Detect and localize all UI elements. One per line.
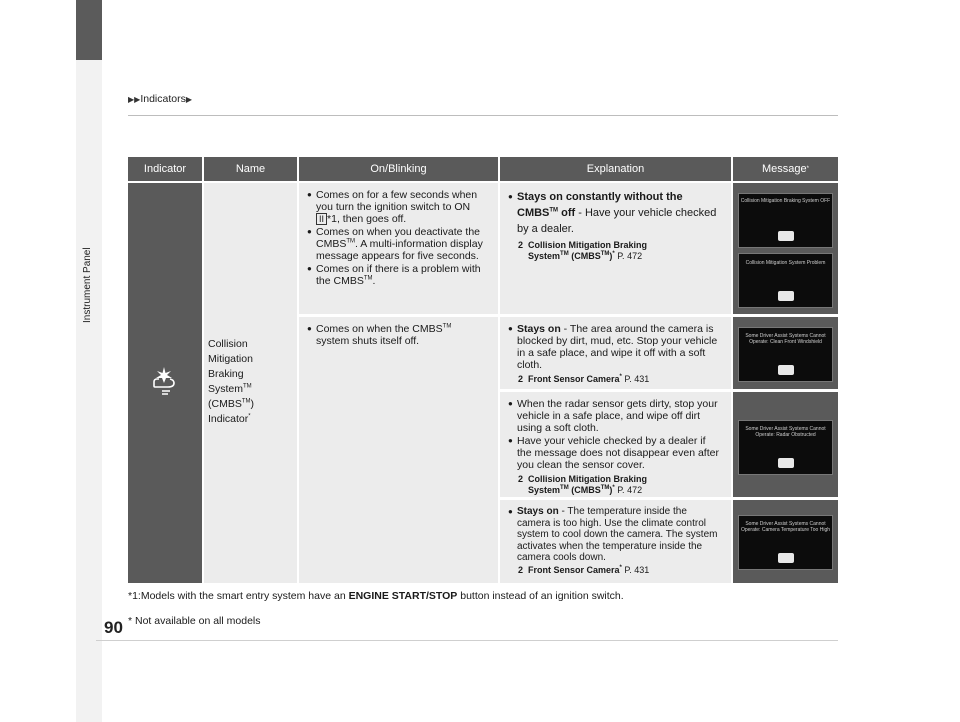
cmbs-warning-icon (150, 365, 178, 397)
side-tab (76, 0, 102, 722)
cross-reference[interactable]: 2 Collision Mitigation Braking System™ (CMBS™)* P. 472 (518, 474, 647, 495)
side-tab-dark (76, 0, 102, 60)
side-label: Instrument Panel (82, 247, 93, 323)
chevron-right-icon: ▶ (185, 95, 192, 104)
list-item: ● When the radar sensor gets dirty, stop your vehicle in a safe place, and wipe off dirt using a soft cloth. (508, 398, 723, 434)
message-cell-3 (733, 392, 838, 497)
explanation-cell-1 (500, 183, 731, 314)
chevron-right-icon: ▶▶ (128, 95, 141, 104)
list-item: ● Comes on when you deactivate the CMBS™. A multi-information display message appears for five seconds. (307, 226, 490, 262)
list-item: ● Comes on for a few seconds when you turn the ignition switch to ON II *1, then goes off. (307, 189, 490, 225)
list-item: ● Comes on if there is a problem with the CMBS™. (307, 263, 490, 287)
radar-icon (778, 458, 794, 468)
message-screen: Collision Mitigation System Problem (738, 253, 833, 308)
cross-reference[interactable]: 2 Front Sensor Camera* P. 431 (518, 564, 650, 575)
page-number: 90 (104, 618, 123, 637)
list-item: ● Have your vehicle checked by a dealer if the message does not disappear even after you clean the sensor cover. (508, 435, 723, 471)
ignition-on-symbol: II (316, 213, 327, 225)
footnote: *1:Models with the smart entry system have an ENGINE START/STOP button instead of an ignition switch. (128, 590, 624, 602)
explanation-cell-4 (500, 500, 731, 583)
header-rule (128, 115, 838, 116)
list-item: ● Comes on when the CMBS™ system shuts itself off. (307, 323, 490, 347)
table-header (128, 157, 838, 181)
name-cell: Collision Mitigation Braking System™ (CMBS™) Indicator* (204, 183, 297, 583)
message-cell-2 (733, 317, 838, 389)
list-item: ● Stays on constantly without the CMBS™ off - Have your vehicle checked by a dealer. (508, 189, 723, 237)
header-message: Message * (733, 157, 838, 181)
explanation-cell-2 (500, 317, 731, 389)
on-blinking-cell-2 (299, 317, 498, 583)
camera-icon (778, 553, 794, 563)
list-item: ● Stays on - The temperature inside the camera is too high. Use the climate control system to cool down the camera. The system activates when the temperature inside the camera cools down. (508, 506, 723, 564)
not-available-note: * Not available on all models (128, 615, 261, 627)
windshield-icon (778, 365, 794, 375)
explanation-cell-3 (500, 392, 731, 497)
indicator-cell (128, 183, 202, 583)
header-indicator: Indicator (128, 157, 204, 181)
footer-rule (96, 640, 838, 641)
cross-reference[interactable]: 2 Collision Mitigation Braking System™ (CMBS™)* P. 472 (518, 240, 647, 261)
cmbs-icon (778, 291, 794, 301)
breadcrumb (128, 93, 192, 105)
cross-reference[interactable]: 2 Front Sensor Camera* P. 431 (518, 374, 650, 384)
message-screen: Some Driver Assist Systems Cannot Operate: Camera Temperature Too High (738, 515, 833, 570)
header-explanation: Explanation (500, 157, 733, 181)
message-cell-4 (733, 500, 838, 583)
header-name: Name (204, 157, 299, 181)
breadcrumb-section: Indicators (140, 93, 186, 105)
list-item: ● Stays on - The area around the camera is blocked by dirt, mud, etc. Stop your vehicle in a safe place, and wipe it off with a soft cloth. (508, 323, 723, 371)
header-on-blinking: On/Blinking (299, 157, 500, 181)
message-cell-1 (733, 183, 838, 314)
message-screen: Collision Mitigation Braking System OFF (738, 193, 833, 248)
message-screen: Some Driver Assist Systems Cannot Operate: Radar Obstructed (738, 420, 833, 475)
on-blinking-cell-1 (299, 183, 498, 314)
message-screen: Some Driver Assist Systems Cannot Operate: Clean Front Windshield (738, 327, 833, 382)
cmbs-icon (778, 231, 794, 241)
